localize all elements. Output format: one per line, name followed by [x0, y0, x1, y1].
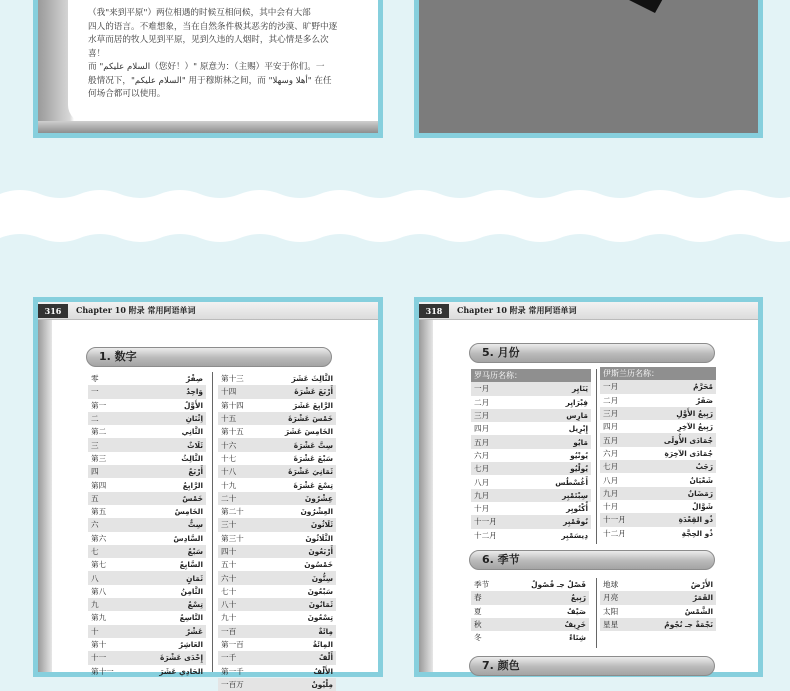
- chinese-term: 二十: [218, 492, 259, 505]
- column-divider: [596, 369, 597, 544]
- chinese-term: 星星: [600, 618, 632, 631]
- chinese-term: 一百: [218, 625, 259, 638]
- table-row: [218, 438, 336, 451]
- table-row: [88, 465, 206, 478]
- chinese-term: 四月: [474, 424, 490, 434]
- arabic-term: التَّاسِعُ: [179, 613, 203, 623]
- table-row: [600, 605, 716, 618]
- chinese-term: 七十: [221, 586, 237, 596]
- arabic-term: أَرْبَعَ عَشْرَةَ: [259, 385, 336, 398]
- numbers-table-right: [218, 372, 336, 691]
- arabic-term: أُكْتُوبِر: [566, 504, 588, 514]
- chinese-term: 六月: [603, 448, 619, 458]
- arabic-term: السَّادِسُ: [173, 533, 203, 543]
- table-row: [218, 492, 336, 505]
- intro-text-line: 何场合都可以使用。: [88, 89, 166, 99]
- cloud-wave-divider: [0, 186, 790, 246]
- page-edge-shade: [38, 320, 52, 672]
- chinese-term: 十二月: [603, 528, 626, 538]
- page-number: 318: [419, 304, 449, 318]
- arabic-term: الرَّابِعُ: [182, 480, 203, 490]
- arabic-term: فِبْرَايِر: [565, 397, 588, 407]
- chinese-term: 第七: [91, 560, 107, 570]
- arabic-term: الأَلْفُ: [313, 666, 333, 676]
- chinese-term: 冬: [474, 633, 482, 643]
- section-title-seasons: 6. 季节: [469, 550, 715, 570]
- chinese-term: 第一: [91, 400, 107, 410]
- arabic-term: تِسْعَ عَشْرَةَ: [293, 480, 333, 490]
- chinese-term: 春: [471, 591, 501, 604]
- table-row: [600, 591, 716, 604]
- section-title-numbers: 1. 数字: [86, 347, 332, 367]
- arabic-term: سَبْعَ عَشْرَةَ: [293, 453, 333, 463]
- table-row: [88, 478, 206, 491]
- chinese-term: 二月: [603, 395, 619, 405]
- arabic-term: صِفْرٌ: [185, 374, 203, 384]
- table-row: [88, 558, 206, 571]
- chinese-term: 一百万: [218, 678, 259, 691]
- table-row: [88, 438, 206, 451]
- chinese-term: 第一百: [221, 640, 244, 650]
- dark-shape-graphic: [619, 0, 665, 13]
- arabic-term: الثَّالِثَ عَشَرَ: [291, 374, 333, 384]
- chapter-title: Chapter 10 附录 常用阿语单词: [76, 305, 196, 315]
- arabic-term: سِبْتَمْبِر: [522, 489, 591, 502]
- months-page-frame: [414, 297, 763, 677]
- table-row: [218, 518, 336, 531]
- chinese-term: 第二十: [221, 507, 244, 517]
- chinese-term: 七月: [600, 460, 640, 473]
- arabic-term: عِشْرُونَ: [259, 492, 336, 505]
- chinese-term: 一千: [218, 651, 259, 664]
- chinese-term: 季节: [474, 580, 490, 590]
- arabic-term: جُمَادَى الآخِرَةِ: [664, 448, 713, 458]
- arabic-term: أَرْبَعٌ: [131, 465, 206, 478]
- arabic-term: رَجَبٌ: [640, 460, 716, 473]
- arabic-term: خَمْسٌ: [131, 492, 206, 505]
- table-row: [471, 422, 591, 435]
- chinese-term: 第五: [91, 507, 107, 517]
- arabic-term: تِسْعٌ: [131, 598, 206, 611]
- table-row: [600, 513, 716, 526]
- intro-text-line: （我"来到平原"）两位相遇的时候互相问候，其中会有大部: [88, 8, 311, 18]
- chinese-term: 夏: [474, 606, 482, 616]
- chinese-term: 十六: [218, 438, 259, 451]
- chinese-term: 第十一: [91, 666, 114, 676]
- table-row: [218, 385, 336, 398]
- table-row: [471, 502, 591, 515]
- arabic-term: العِشْرُونَ: [300, 507, 333, 517]
- arabic-term: شَوَّالٌ: [692, 502, 713, 512]
- table-row: [600, 500, 716, 513]
- table-row: [600, 473, 716, 486]
- arabic-term: إِحْدَى عَشْرَةَ: [131, 651, 206, 664]
- arabic-term: سِتُّونَ: [259, 571, 336, 584]
- arabic-term: شِتَاءٌ: [569, 633, 586, 643]
- chinese-term: 四月: [603, 422, 619, 432]
- chinese-term: 十月: [603, 502, 619, 512]
- chinese-term: 地球: [603, 580, 619, 590]
- intro-text-page: [68, 0, 378, 123]
- arabic-term: صَفَرٌ: [695, 395, 713, 405]
- table-row: [88, 638, 206, 651]
- table-row: [600, 527, 716, 540]
- arabic-term: ذُو القِعْدَةِ: [640, 513, 716, 526]
- arabic-term: أَرْبَعُونَ: [259, 545, 336, 558]
- arabic-term: ثَمَانٍ: [131, 571, 206, 584]
- table-row: [218, 638, 336, 651]
- table-row: [471, 529, 591, 542]
- table-row: [88, 452, 206, 465]
- chinese-term: 一月: [471, 382, 522, 395]
- arabic-term: نُوفَمْبِر: [522, 515, 591, 528]
- arabic-term: الحَادِي عَشَرَ: [159, 666, 203, 676]
- arabic-term: اِثْنَانِ: [131, 412, 206, 425]
- page-header: [419, 302, 758, 320]
- page-bottom-shade: [38, 121, 378, 133]
- section-title-colors: 7. 颜色: [469, 656, 715, 676]
- arabic-term: الأَوَّلُ: [183, 400, 203, 410]
- arabic-term: عَشْرٌ: [131, 625, 206, 638]
- chinese-term: 第三: [91, 453, 107, 463]
- arabic-term: سَبْعُونَ: [307, 586, 333, 596]
- table-row: [218, 611, 336, 624]
- table-row: [471, 605, 589, 618]
- arabic-term: ثَمَانِيَ عَشْرَةَ: [259, 465, 336, 478]
- chinese-term: 十二月: [474, 530, 497, 540]
- page-header: [38, 302, 378, 320]
- arabic-term: سَبْعٌ: [131, 545, 206, 558]
- chinese-term: 第一千: [221, 666, 244, 676]
- section-title-months: 5. 月份: [469, 343, 715, 363]
- arabic-term: ثَلَاثُونَ: [259, 518, 336, 531]
- arabic-term: إِبْرِيل: [568, 424, 588, 434]
- table-row: [600, 433, 716, 446]
- table-header: 伊斯兰历名称：: [600, 367, 716, 380]
- chinese-term: 三月: [600, 407, 640, 420]
- table-row: [471, 382, 591, 395]
- arabic-term: أَلْفٌ: [259, 651, 336, 664]
- chinese-term: 八十: [218, 598, 259, 611]
- chinese-term: 三: [88, 438, 131, 451]
- chapter-title: Chapter 10 附录 常用阿语单词: [457, 305, 577, 315]
- arabic-term: الثَّالِثُ: [181, 453, 203, 463]
- table-row: [471, 435, 591, 448]
- table-row: [218, 625, 336, 638]
- page-number: 316: [38, 304, 68, 318]
- table-row: [218, 651, 336, 664]
- chinese-term: 十九: [221, 480, 237, 490]
- table-row: [218, 678, 336, 691]
- table-row: [471, 475, 591, 488]
- table-row: [471, 449, 591, 462]
- table-row: [218, 425, 336, 438]
- chinese-term: 三月: [471, 409, 522, 422]
- arabic-term: الرَّابِعَ عَشَرَ: [292, 400, 333, 410]
- table-row: [88, 505, 206, 518]
- numbers-page-frame: [33, 297, 383, 689]
- table-header-row: [600, 367, 716, 380]
- arabic-term: ثَمَانُونَ: [259, 598, 336, 611]
- arabic-term: مِائَةٌ: [259, 625, 336, 638]
- arabic-term: يُولْيُو: [522, 462, 591, 475]
- table-row: [471, 409, 591, 422]
- arabic-term: العَاشِرُ: [178, 640, 203, 650]
- table-row: [471, 515, 591, 528]
- arabic-term: صَيْفٌ: [567, 606, 586, 616]
- arabic-term: ثَلَاثٌ: [131, 438, 206, 451]
- table-row: [88, 532, 206, 545]
- celestial-table: [600, 578, 716, 631]
- table-row: [471, 591, 589, 604]
- arabic-term: المِائَةُ: [312, 640, 333, 650]
- chinese-term: 十: [88, 625, 131, 638]
- arabic-term: رَبِيعُ الآخِرِ: [677, 422, 713, 432]
- table-row: [88, 425, 206, 438]
- chinese-term: 六月: [474, 450, 490, 460]
- chinese-term: 第八: [91, 586, 107, 596]
- table-row: [218, 545, 336, 558]
- arabic-term: رَمَضَانُ: [640, 487, 716, 500]
- intro-text-line: 般情况下，"السلام عليكم" 用于穆斯林之间，而 "أهلا وسهلا" 在任: [88, 75, 332, 86]
- chinese-term: 十七: [221, 453, 237, 463]
- arabic-term: رَبِيعٌ: [501, 591, 589, 604]
- chinese-term: 十八: [218, 465, 259, 478]
- table-row: [600, 420, 716, 433]
- intro-text-line: 喜！: [88, 48, 106, 59]
- islamic-months-table: [600, 367, 716, 540]
- table-row: [88, 399, 206, 412]
- top-left-page-frame: [33, 0, 383, 138]
- chinese-term: 九月: [471, 489, 522, 502]
- chinese-term: 二月: [474, 397, 490, 407]
- chinese-term: 第十三: [221, 374, 244, 384]
- chinese-term: 六: [88, 518, 131, 531]
- table-row: [88, 372, 206, 385]
- table-row: [88, 625, 206, 638]
- chinese-term: 第三十: [221, 533, 244, 543]
- table-row: [88, 571, 206, 584]
- table-row: [88, 665, 206, 678]
- arabic-term: الخَامِسُ: [174, 507, 203, 517]
- numbers-table-left: [88, 372, 206, 678]
- intro-text-line: 水草而居的牧人见到平原，见到久违的人烟时，其心情是多么次: [88, 35, 329, 45]
- table-row: [471, 578, 589, 591]
- arabic-term: خَمْسُونَ: [304, 560, 333, 570]
- table-row: [218, 399, 336, 412]
- chinese-term: 十一月: [600, 513, 640, 526]
- arabic-term: سِتٌّ: [131, 518, 206, 531]
- table-row: [218, 598, 336, 611]
- table-row: [88, 412, 206, 425]
- arabic-term: أَغُسْطُس: [555, 477, 588, 487]
- table-row: [600, 380, 716, 393]
- arabic-term: الخَامِسَ عَشَرَ: [284, 427, 333, 437]
- arabic-term: سِتَّ عَشْرَةَ: [259, 438, 336, 451]
- chinese-term: 月亮: [600, 591, 632, 604]
- chinese-term: 第十四: [221, 400, 244, 410]
- arabic-term: القَمَرُ: [632, 591, 716, 604]
- table-row: [88, 585, 206, 598]
- intro-text-line: 四人的语言。不难想象，当在自然条件极其恶劣的沙漠、旷野中逐: [88, 21, 338, 32]
- chinese-term: 九月: [600, 487, 640, 500]
- arabic-term: فَصْلٌ جـ فُصُولٌ: [531, 580, 586, 590]
- chinese-term: 第六: [91, 533, 107, 543]
- column-divider: [596, 578, 597, 648]
- chinese-term: 一月: [600, 380, 640, 393]
- table-row: [600, 447, 716, 460]
- arabic-term: جُمَادَى الأُولَى: [640, 433, 716, 446]
- column-divider: [212, 372, 213, 672]
- chinese-term: 三十: [218, 518, 259, 531]
- chinese-term: 五月: [471, 435, 522, 448]
- chinese-term: 十四: [218, 385, 259, 398]
- chinese-term: 零: [91, 374, 99, 384]
- chinese-term: 八月: [603, 475, 619, 485]
- arabic-term: الثَّامِنُ: [180, 586, 203, 596]
- table-row: [88, 385, 206, 398]
- chinese-term: 四: [88, 465, 131, 478]
- arabic-term: مَايُو: [522, 435, 591, 448]
- table-row: [88, 518, 206, 531]
- arabic-term: خَرِيفٌ: [501, 618, 589, 631]
- chinese-term: 十一: [88, 651, 131, 664]
- arabic-term: تِسْعُونَ: [307, 613, 333, 623]
- arabic-term: يُونْيُو: [570, 450, 588, 460]
- arabic-term: وَاحِدٌ: [131, 385, 206, 398]
- table-row: [218, 452, 336, 465]
- arabic-term: دِيسَمْبِر: [561, 530, 588, 540]
- arabic-term: الثَّلَاثُونَ: [305, 533, 333, 543]
- arabic-term: نَجْمَةٌ جـ نُجُومٌ: [632, 618, 716, 631]
- table-row: [218, 412, 336, 425]
- arabic-term: مَارِس: [522, 409, 591, 422]
- chinese-term: 第十: [91, 640, 107, 650]
- table-row: [218, 465, 336, 478]
- arabic-term: مُحَرَّمٌ: [640, 380, 716, 393]
- table-row: [600, 618, 716, 631]
- chinese-term: 七: [88, 545, 131, 558]
- chinese-term: 五: [88, 492, 131, 505]
- table-header: 罗马历名称：: [471, 369, 591, 382]
- table-row: [600, 394, 716, 407]
- table-row: [88, 598, 206, 611]
- table-row: [218, 505, 336, 518]
- table-row: [88, 545, 206, 558]
- arabic-term: ذُو الحِجَّةِ: [681, 528, 713, 538]
- table-row: [88, 651, 206, 664]
- intro-text-line: 而 "السلام عليكم（您好！）" 原意为：（主赐）平安于你们。一: [88, 62, 325, 72]
- table-row: [471, 618, 589, 631]
- chinese-term: 九: [88, 598, 131, 611]
- table-row: [88, 611, 206, 624]
- table-row: [218, 532, 336, 545]
- chinese-term: 第十五: [221, 427, 244, 437]
- chinese-term: 七月: [471, 462, 522, 475]
- table-row: [471, 462, 591, 475]
- table-row: [218, 571, 336, 584]
- table-row: [471, 396, 591, 409]
- arabic-term: السَّابِعُ: [179, 560, 203, 570]
- arabic-term: رَبِيعُ الأَوَّلِ: [640, 407, 716, 420]
- chinese-term: 十一月: [471, 515, 522, 528]
- chinese-term: 四十: [218, 545, 259, 558]
- arabic-term: الثَّانِي: [181, 427, 203, 437]
- table-row: [88, 492, 206, 505]
- chinese-term: 第二: [91, 427, 107, 437]
- chinese-term: 五十: [221, 560, 237, 570]
- table-row: [218, 478, 336, 491]
- arabic-term: خَمْسَ عَشْرَةَ: [259, 412, 336, 425]
- chinese-term: 太阳: [603, 606, 619, 616]
- table-row: [600, 578, 716, 591]
- arabic-term: مِلْيُونٌ: [259, 678, 336, 691]
- table-row: [600, 487, 716, 500]
- chinese-term: 十月: [474, 504, 490, 514]
- arabic-term: شَعْبَانُ: [689, 475, 713, 485]
- chinese-term: 八: [88, 571, 131, 584]
- table-row: [600, 460, 716, 473]
- table-header-row: [471, 369, 591, 382]
- top-right-image-frame: [414, 0, 763, 138]
- roman-months-table: [471, 369, 591, 542]
- seasons-table: [471, 578, 589, 644]
- chinese-term: 十五: [218, 412, 259, 425]
- chinese-term: 第四: [91, 480, 107, 490]
- table-row: [218, 558, 336, 571]
- page-edge-shade: [419, 320, 433, 672]
- chinese-term: 六十: [218, 571, 259, 584]
- table-row: [218, 372, 336, 385]
- table-row: [218, 665, 336, 678]
- table-row: [471, 489, 591, 502]
- chinese-term: 一: [88, 385, 131, 398]
- chinese-term: 九十: [221, 613, 237, 623]
- chinese-term: 秋: [471, 618, 501, 631]
- table-row: [471, 631, 589, 644]
- table-row: [218, 585, 336, 598]
- arabic-term: الشَّمْسُ: [684, 606, 713, 616]
- chinese-term: 第九: [91, 613, 107, 623]
- arabic-term: يَنَايِر: [522, 382, 591, 395]
- chinese-term: 二: [88, 412, 131, 425]
- chinese-term: 八月: [474, 477, 490, 487]
- arabic-term: الأَرْضُ: [690, 580, 713, 590]
- intro-paragraph: [88, 7, 370, 102]
- chinese-term: 五月: [600, 433, 640, 446]
- table-row: [600, 407, 716, 420]
